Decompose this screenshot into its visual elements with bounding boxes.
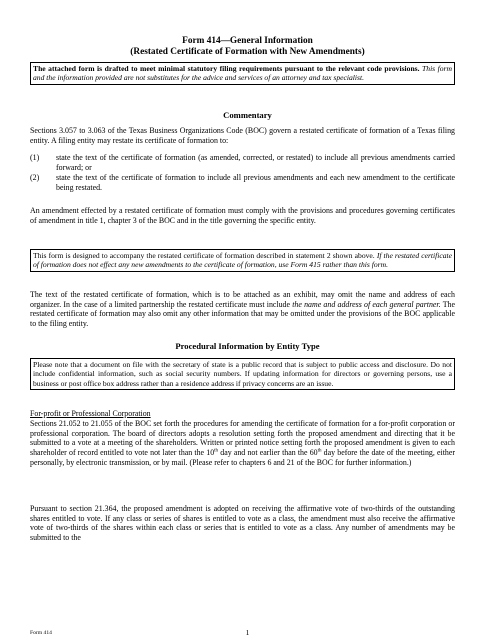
form-usage-box (30, 249, 455, 272)
paragraph-text: The restated certificate of formation may also omit any other information that may be omitted under the provisions of the BOC applicable to the filing entity. (30, 299, 455, 329)
form-usage-text: This form is designed to accompany the restated certificate of formation described in statement 2 shown above. (33, 251, 375, 260)
superscript: th (317, 448, 322, 454)
list-item-text: state the text of the certificate of formation to include all previous amendments and each new amendment to the certificate being restated. (56, 173, 455, 192)
commentary-paragraph-1: Sections 3.057 to 3.063 of the Texas Business Organizations Code (BOC) govern a restated certificate of formation of a Texas filing entity. A filing entity may restate its certificate of formation to: (30, 126, 455, 145)
list-item-number: (2) (30, 173, 40, 182)
commentary-paragraph-3 (30, 290, 455, 329)
paragraph-italic: the name and address of each general partner. (292, 299, 441, 309)
procedural-heading: Procedural Information by Entity Type (175, 341, 320, 351)
disclaimer-box (30, 62, 455, 85)
privacy-notice-box: Please note that a document on file with the secretary of state is a public record that is subject to public access and disclosure. Do not include confidential information, such as social security numbers. If updating information for directors or governing persons, use a business or post office box address rather than a residence address if privacy concerns are an issue. (30, 358, 455, 390)
superscript: th (214, 448, 219, 454)
list-item-text: state the text of the certificate of formation (as amended, corrected, or restated) to include all previous amendments carried forward; or (56, 153, 455, 172)
procedural-paragraph-2: Pursuant to section 21.364, the proposed amendment is adopted on receiving the affirmative vote of two-thirds of the outstanding shares entitled to vote. If any class or series of shares is entitled to vote as a class, the amendment must also receive the affirmative vote of two-thirds of the shares within each class or series that is entitled to vote as a class. Any number of amendments may be submitted to the (30, 504, 455, 543)
commentary-paragraph-2: An amendment effected by a restated certificate of formation must comply with the provisions and procedures governing certificates of amendment in title 1, chapter 3 of the BOC and in the title governing the specific entity. (30, 206, 455, 225)
paragraph-text: Sections 21.052 to 21.055 of the BOC set forth the procedures for amending the certificate of formation for a for-profit corporation or professional corporation. The board of directors adopts a resolution setting forth the proposed amendment and directing that it be submitted to a vote at a meeting of the shareholders. Written or printed notice setting forth the proposed amendment is given to each shareholder of record entitled to vote not later than the 10 (30, 419, 455, 458)
disclaimer-bold: The attached form is drafted to meet minimal statutory filing requirements pursuant to the relevant code provisions. (33, 64, 420, 73)
paragraph-text: day before the date of the meeting, either personally, by electronic transmission, or by mail. (Please refer to chapters 6 and 21 of the BOC for further information.) (30, 448, 455, 467)
procedural-paragraph-1 (30, 419, 455, 468)
paragraph-text: day and not earlier than the 60 (218, 448, 318, 458)
subheading-text: For-profit or Professional Corporation (30, 409, 151, 418)
commentary-heading: Commentary (223, 110, 272, 120)
disclaimer-italic: This form and the information provided are not substitutes for the advice and services of an attorney and tax specialist. (33, 64, 452, 83)
page-number: 1 (245, 628, 250, 637)
corporation-subheading (30, 409, 455, 419)
list-item-number: (1) (30, 153, 40, 162)
footer-form-label: Form 414 (30, 630, 52, 636)
form-usage-italic: If the restated certificate of formation does not effect any new amendments to the certificate of formation, use Form 415 rather than this form. (33, 251, 452, 270)
form-subtitle: (Restated Certificate of Formation with New Amendments) (130, 47, 365, 57)
paragraph-text: The text of the restated certificate of formation, which is to be attached as an exhibit, may omit the name and address of each organizer. In the case of a limited partnership the restated certificate must include (30, 290, 455, 309)
form-title: Form 414—General Information (182, 36, 313, 46)
